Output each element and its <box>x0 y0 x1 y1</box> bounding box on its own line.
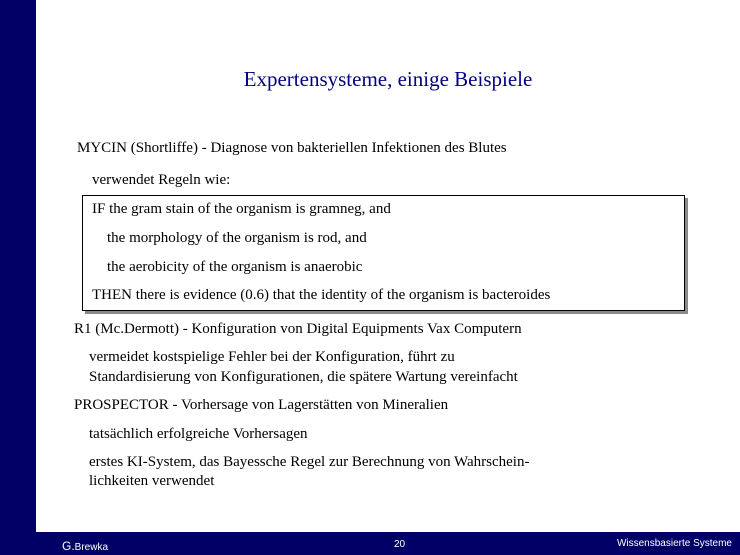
r1-heading: R1 (Mc.Dermott) - Konfiguration von Digital Equipments Vax Computern <box>74 321 522 337</box>
page-number: 20 <box>394 539 406 550</box>
left-accent-bar <box>0 0 36 555</box>
mycin-heading: MYCIN (Shortliffe) - Diagnose von bakteriellen Infektionen des Blutes <box>77 140 507 156</box>
author-surname: Brewka <box>74 542 109 553</box>
prospector-subtext-2-line2: lichkeiten verwendet <box>89 473 215 489</box>
author-initial: G. <box>62 539 75 553</box>
prospector-heading: PROSPECTOR - Vorhersage von Lagerstätten von Mineralien <box>74 397 449 413</box>
author-name <box>62 539 108 553</box>
rule-then-line: THEN there is evidence (0.6) that the identity of the organism is bacteroides <box>92 287 551 303</box>
r1-subtext-line1: vermeidet kostspielige Fehler bei der Konfiguration, führt zu <box>89 349 455 365</box>
r1-subtext-line2: Standardisierung von Konfigurationen, die spätere Wartung vereinfacht <box>89 369 518 385</box>
slide-title: Expertensysteme, einige Beispiele <box>243 67 533 91</box>
footer-bar <box>0 532 740 555</box>
mycin-rule-box <box>82 195 685 311</box>
rule-condition-morphology: the morphology of the organism is rod, and <box>107 230 367 246</box>
rule-condition-aerobicity: the aerobicity of the organism is anaerobic <box>107 259 363 275</box>
prospector-subtext-2-line1: erstes KI-System, das Bayessche Regel zur Berechnung von Wahrschein- <box>89 454 530 470</box>
course-title: Wissensbasierte Systeme <box>616 538 732 549</box>
rule-if-line: IF the gram stain of the organism is gramneg, and <box>92 201 391 217</box>
mycin-subtext: verwendet Regeln wie: <box>92 172 231 188</box>
prospector-subtext-1: tatsächlich erfolgreiche Vorhersagen <box>89 426 308 442</box>
